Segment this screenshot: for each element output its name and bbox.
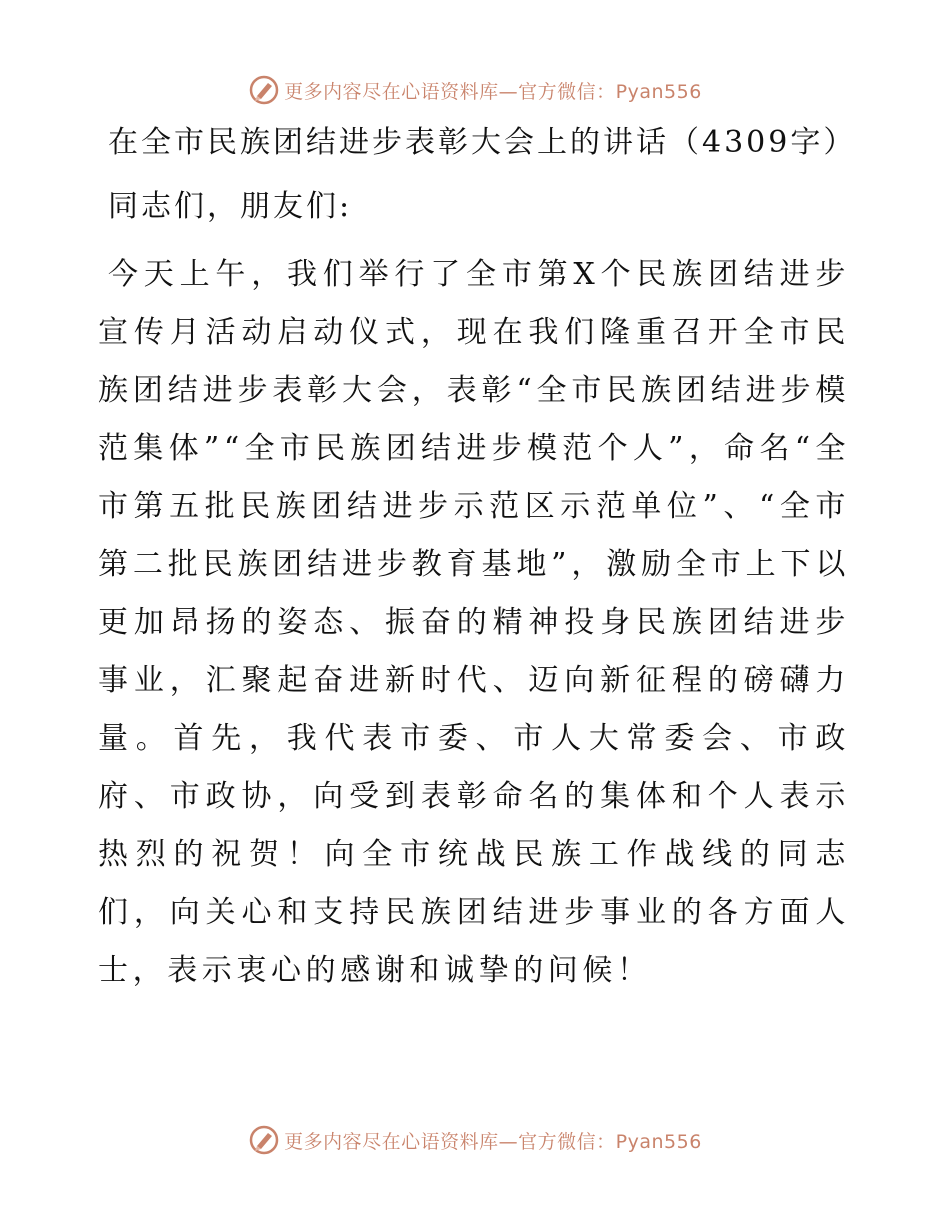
watermark-text: 更多内容尽在心语资料库—官方微信：Pyan556	[284, 1130, 702, 1153]
document-title: 在全市民族团结进步表彰大会上的讲话（4309字）	[108, 125, 857, 160]
document-body	[98, 120, 857, 1000]
body-paragraph: 今天上午，我们举行了全市第X个民族团结进步宣传月活动启动仪式，现在我们隆重召开全市民族团结进步表彰大会，表彰“全市民族团结进步模范集体”“全市民族团结进步模范个人”，命名“全市第五批民族团结进步示范区示范单位”、“全市第二批民族团结进步教育基地”，激励全市上下以更加昂扬的姿态、振奋的精神投身民族团结进步事业，汇聚起奋进新时代、迈向新征程的磅礴力量。首先，我代表市委、市人大常委会、市政府、市政协，向受到表彰命名的集体和个人表示热烈的祝贺！向全市统战民族工作战线的同志们，向关心和支持民族团结进步事业的各方面人士，表示衷心的感谢和诚挚的问候！	[98, 257, 850, 988]
header-watermark	[0, 70, 950, 110]
greeting-line: 同志们，朋友们:	[108, 189, 353, 224]
footer-watermark	[0, 1120, 950, 1160]
pen-logo-icon	[248, 1124, 280, 1156]
watermark-text: 更多内容尽在心语资料库—官方微信：Pyan556	[284, 80, 702, 103]
pen-logo-icon	[248, 74, 280, 106]
